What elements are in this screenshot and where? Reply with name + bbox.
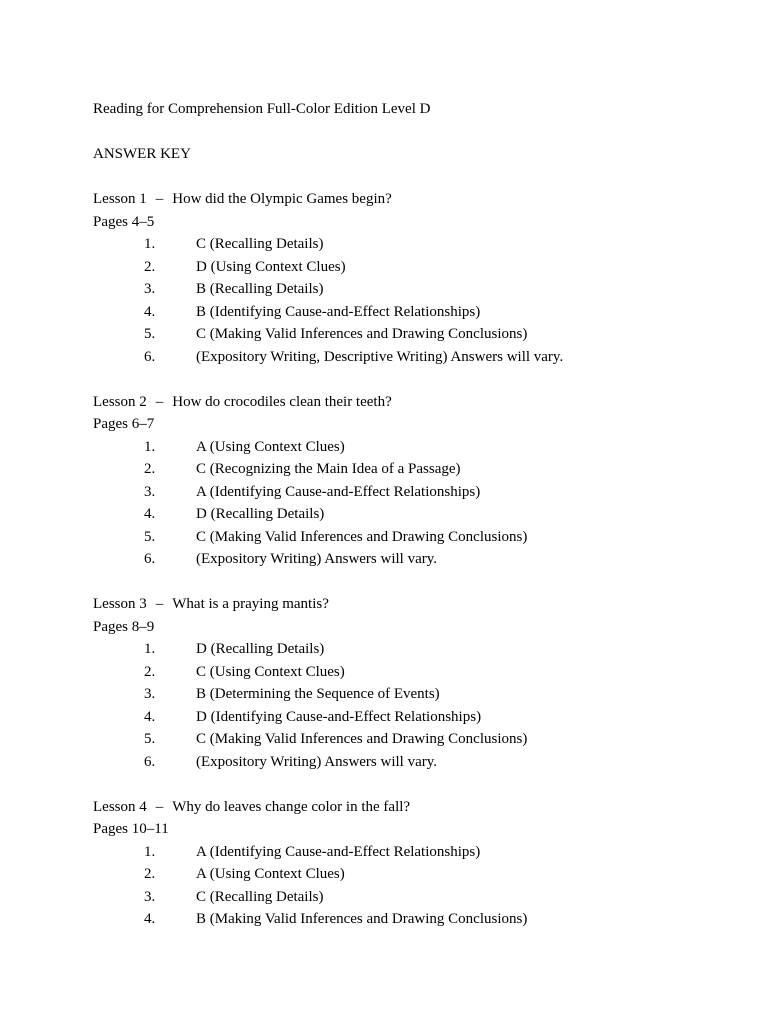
answer-number: 1. (144, 438, 156, 455)
answer-number: 3. (144, 888, 156, 905)
answer-key-page (93, 98, 733, 931)
lesson-question: What is a praying mantis? (172, 596, 329, 612)
answer-text: D (Recalling Details) (196, 506, 325, 522)
answer-text: A (Using Context Clues) (196, 866, 345, 882)
answer-number: 3. (144, 686, 156, 702)
answer-text: B (Recalling Details) (196, 281, 324, 297)
answer-text: C (Making Valid Inferences and Drawing Conclusions) (196, 326, 528, 342)
lesson-heading (93, 391, 733, 414)
answer-item (93, 706, 733, 729)
lesson-label: Lesson 3 (93, 596, 147, 612)
answer-list (93, 436, 733, 571)
answer-number: 4. (144, 708, 156, 725)
answer-item (93, 256, 733, 279)
answer-number: 2. (144, 258, 156, 275)
answer-number: 4. (144, 911, 156, 927)
lesson-section (93, 796, 733, 931)
lesson-label: Lesson 2 (93, 393, 147, 410)
answer-text: B (Determining the Sequence of Events) (196, 686, 440, 702)
answer-item (93, 908, 733, 931)
answer-item (93, 233, 733, 256)
lesson-heading (93, 188, 733, 211)
answer-item (93, 346, 733, 369)
answer-text: C (Making Valid Inferences and Drawing Conclusions) (196, 731, 528, 747)
answer-item (93, 436, 733, 459)
answer-text: C (Making Valid Inferences and Drawing Conclusions) (196, 528, 528, 545)
answer-item (93, 481, 733, 504)
answer-number: 3. (144, 281, 156, 297)
answer-number: 5. (144, 731, 156, 747)
answer-text: C (Recognizing the Main Idea of a Passage) (196, 461, 461, 477)
answer-item (93, 548, 733, 571)
answer-text: C (Using Context Clues) (196, 663, 345, 680)
lesson-dash: – (155, 393, 164, 410)
lesson-label: Lesson 4 (93, 798, 147, 815)
answer-item (93, 728, 733, 751)
answer-text: B (Making Valid Inferences and Drawing Conclusions) (196, 911, 528, 927)
answer-text: (Expository Writing) Answers will vary. (196, 753, 438, 770)
lesson-section (93, 188, 733, 368)
answer-number: 2. (144, 866, 156, 882)
answer-text: D (Identifying Cause-and-Effect Relationships) (196, 708, 482, 725)
answer-text: D (Using Context Clues) (196, 258, 346, 275)
answer-item (93, 323, 733, 346)
answer-item (93, 886, 733, 909)
answer-number: 6. (144, 348, 156, 365)
lesson-dash: – (155, 596, 164, 612)
answer-number: 6. (144, 551, 156, 567)
answer-list (93, 233, 733, 368)
answer-list (93, 638, 733, 773)
lesson-heading (93, 796, 733, 819)
lesson-section (93, 391, 733, 571)
answer-number: 1. (144, 641, 156, 657)
answer-item (93, 503, 733, 526)
answer-text: C (Recalling Details) (196, 888, 324, 905)
document-title: Reading for Comprehension Full-Color Edition Level D (93, 101, 431, 117)
lesson-pages: Pages 8–9 (93, 618, 155, 635)
answer-text: D (Recalling Details) (196, 641, 325, 657)
answer-number: 4. (144, 506, 156, 522)
answer-number: 5. (144, 528, 156, 545)
answer-item (93, 683, 733, 706)
answer-number: 3. (144, 483, 156, 500)
answer-number: 5. (144, 326, 156, 342)
lesson-pages: Pages 4–5 (93, 213, 155, 230)
answer-item (93, 751, 733, 774)
answer-number: 2. (144, 663, 156, 680)
lesson-dash: – (155, 798, 164, 815)
lesson-question: How do crocodiles clean their teeth? (172, 393, 392, 410)
answer-item (93, 526, 733, 549)
answer-key-heading: ANSWER KEY (93, 146, 191, 162)
lesson-heading (93, 593, 733, 616)
answer-number: 2. (144, 461, 156, 477)
answer-item (93, 841, 733, 864)
answer-text: C (Recalling Details) (196, 236, 324, 252)
answer-text: A (Identifying Cause-and-Effect Relationships) (196, 843, 481, 860)
answer-item (93, 301, 733, 324)
answer-number: 4. (144, 303, 156, 320)
answer-text: A (Using Context Clues) (196, 438, 345, 455)
lesson-section (93, 593, 733, 773)
answer-item (93, 638, 733, 661)
lesson-question: Why do leaves change color in the fall? (172, 798, 411, 815)
answer-number: 1. (144, 843, 156, 860)
answer-item (93, 661, 733, 684)
lesson-label: Lesson 1 (93, 191, 147, 207)
answer-number: 1. (144, 236, 156, 252)
answer-text: B (Identifying Cause-and-Effect Relationships) (196, 303, 481, 320)
answer-text: A (Identifying Cause-and-Effect Relationships) (196, 483, 481, 500)
lesson-dash: – (155, 191, 164, 207)
lesson-pages: Pages 10–11 (93, 821, 169, 837)
answer-text: (Expository Writing, Descriptive Writing) Answers will vary. (196, 348, 564, 365)
answer-item (93, 863, 733, 886)
answer-item (93, 278, 733, 301)
lesson-pages: Pages 6–7 (93, 416, 155, 432)
answer-item (93, 458, 733, 481)
answer-list (93, 841, 733, 931)
answer-number: 6. (144, 753, 156, 770)
lesson-question: How did the Olympic Games begin? (172, 191, 392, 207)
lessons-list (93, 188, 733, 931)
answer-text: (Expository Writing) Answers will vary. (196, 551, 438, 567)
